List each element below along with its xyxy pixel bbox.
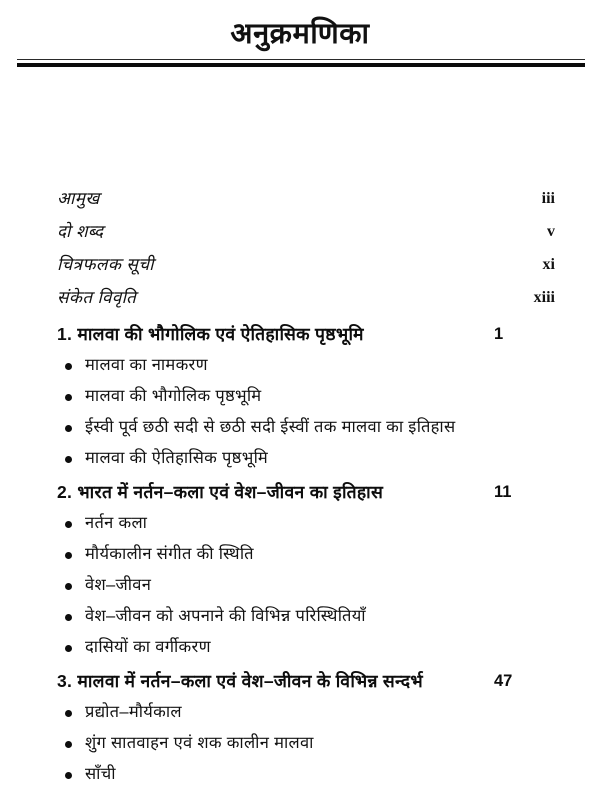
list-item[interactable] xyxy=(0,414,600,445)
chapter-number: 2. xyxy=(57,482,73,502)
chapter-title xyxy=(57,482,383,502)
front-matter-page-number: v xyxy=(547,223,555,240)
list-item-label: शुंग सातवाहन एवं शक कालीन मालवा xyxy=(85,734,314,752)
front-matter-page-number: xiii xyxy=(533,289,555,306)
chapter-entry xyxy=(0,320,600,476)
chapter-subitem-list xyxy=(0,352,600,476)
front-matter-label: संकेत विवृति xyxy=(57,288,137,307)
list-item[interactable] xyxy=(0,352,600,383)
front-matter-row[interactable] xyxy=(0,285,600,318)
list-item-label: दासियों का वर्गीकरण xyxy=(85,638,211,656)
title-block xyxy=(0,18,600,51)
list-item[interactable] xyxy=(0,510,600,541)
bullet-icon xyxy=(65,583,72,590)
chapter-entry xyxy=(0,478,600,665)
front-matter-label: चित्रफलक सूची xyxy=(57,255,154,274)
bullet-icon xyxy=(65,456,72,463)
list-item-label: मौर्यकालीन संगीत की स्थिति xyxy=(85,545,254,563)
bullet-icon xyxy=(65,741,72,748)
chapter-subitem-list xyxy=(0,510,600,665)
list-item-label: वेश–जीवन xyxy=(85,576,152,594)
divider-thick-line xyxy=(17,63,585,67)
list-item-label: मालवा की भौगोलिक पृष्ठभूमि xyxy=(85,387,262,405)
bullet-icon xyxy=(65,645,72,652)
chapter-title-text: भारत में नर्तन–कला एवं वेश–जीवन का इतिहास xyxy=(77,482,384,502)
toc-content xyxy=(0,186,600,792)
chapter-heading[interactable] xyxy=(0,478,600,510)
list-item-label: ईस्वी पूर्व छठी सदी से छठी सदी ईस्वीं तक मालवा का इतिहास xyxy=(85,418,456,436)
front-matter-row[interactable] xyxy=(0,186,600,219)
list-item-label: मालवा का नामकरण xyxy=(85,356,208,374)
bullet-icon xyxy=(65,425,72,432)
list-item[interactable] xyxy=(0,761,600,792)
list-item[interactable] xyxy=(0,572,600,603)
front-matter-label: दो शब्द xyxy=(57,222,104,241)
chapter-number: 3. xyxy=(57,671,73,691)
front-matter-label: आमुख xyxy=(57,189,100,208)
list-item[interactable] xyxy=(0,634,600,665)
list-item-label: साँची xyxy=(85,765,116,783)
page-title: अनुक्रमणिका xyxy=(230,18,370,50)
chapter-page-number: 11 xyxy=(494,483,512,501)
bullet-icon xyxy=(65,772,72,779)
front-matter-row[interactable] xyxy=(0,219,600,252)
bullet-icon xyxy=(65,521,72,528)
front-matter-row[interactable] xyxy=(0,252,600,285)
list-item[interactable] xyxy=(0,730,600,761)
chapter-title-text: मालवा में नर्तन–कला एवं वेश–जीवन के विभिन्न सन्दर्भ xyxy=(77,671,423,691)
chapter-title xyxy=(57,671,423,691)
chapter-heading[interactable] xyxy=(0,667,600,699)
title-divider xyxy=(17,59,585,67)
list-item[interactable] xyxy=(0,699,600,730)
chapter-title-text: मालवा की भौगोलिक एवं ऐतिहासिक पृष्ठभूमि xyxy=(77,324,364,344)
list-item-label: प्रद्योत–मौर्यकाल xyxy=(85,703,182,721)
bullet-icon xyxy=(65,363,72,370)
list-item-label: नर्तन कला xyxy=(85,514,148,532)
bullet-icon xyxy=(65,552,72,559)
list-item[interactable] xyxy=(0,383,600,414)
chapter-heading[interactable] xyxy=(0,320,600,352)
list-item-label: वेश–जीवन को अपनाने की विभिन्न परिस्थितियाँ xyxy=(85,607,366,625)
list-item[interactable] xyxy=(0,541,600,572)
chapter-page-number: 1 xyxy=(494,325,504,343)
list-item[interactable] xyxy=(0,603,600,634)
bullet-icon xyxy=(65,394,72,401)
bullet-icon xyxy=(65,710,72,717)
list-item-label: मालवा की ऐतिहासिक पृष्ठभूमि xyxy=(85,449,269,467)
chapter-number: 1. xyxy=(57,324,73,344)
front-matter-page-number: iii xyxy=(541,190,555,207)
bullet-icon xyxy=(65,614,72,621)
front-matter-page-number: xi xyxy=(542,256,555,273)
chapter-title xyxy=(57,324,364,344)
chapter-page-number: 47 xyxy=(494,672,513,690)
chapter-subitem-list xyxy=(0,699,600,792)
list-item[interactable] xyxy=(0,445,600,476)
